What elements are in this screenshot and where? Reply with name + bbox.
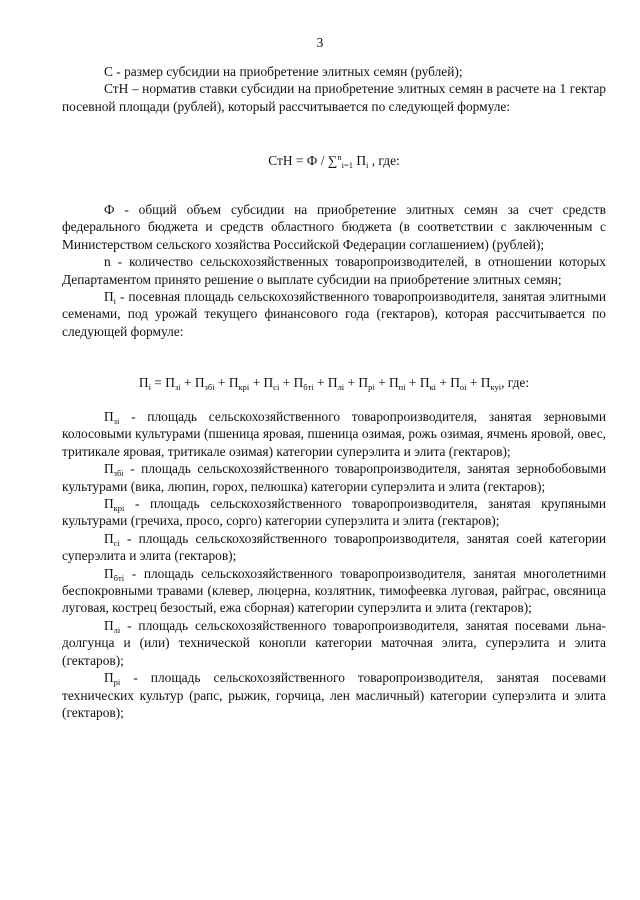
definition-paragraph: [62, 565, 606, 617]
plus-sign: +: [435, 375, 451, 390]
definition-n: [62, 253, 606, 288]
page-number: 3: [316, 35, 324, 50]
definition-symbol: П: [104, 565, 114, 581]
plus-sign: +: [313, 375, 328, 390]
sum-lower-limit: i=1: [341, 160, 353, 170]
definition-c: [62, 63, 606, 80]
definition-subscript: крi: [113, 503, 125, 514]
definition-text: - площадь сельскохозяйственного товаропроизводителя, занятая посевами льна-долгунца и (или) технической конопли категории маточная элита, суперэлита и элита (гектаров);: [62, 617, 606, 668]
plus-sign: +: [374, 375, 389, 390]
definition-subscript: бтi: [113, 572, 125, 583]
plus-sign: +: [214, 375, 229, 390]
sum-sign: ∑: [327, 153, 338, 168]
formula-pi-tail: , где:: [501, 375, 530, 390]
formula-pi-lhs: П: [138, 375, 149, 390]
definition-text: - площадь сельскохозяйственного товаропроизводителя, занятая посевами технических культур (рапс, рыжик, горчица, лен масличный) категории суперэлита и элита (гектаров);: [62, 670, 606, 720]
formula-term-sub: крi: [238, 382, 250, 392]
definition-subscript: i: [113, 296, 117, 307]
formula-stn-tail: , где:: [368, 153, 400, 168]
formula-term: П: [194, 375, 205, 390]
formula-stn-area-sub: i: [366, 160, 369, 170]
definition-text: - количество сельскохозяйственных товаропроизводителей, в отношении которых Департаментом принято решение о выплате субсидии на приобретение элитных семян;: [62, 254, 606, 287]
plus-sign: +: [279, 375, 294, 390]
plus-sign: +: [405, 375, 420, 390]
formula-term: П: [419, 375, 430, 390]
definition-f: [62, 201, 606, 253]
formula-term-sub: оi: [459, 382, 467, 392]
definition-text: - посевная площадь сельскохозяйственного товаропроизводителя, занятая элитными семенами, под урожай текущего финансового года (гектаров), которая рассчитывается по следующей формуле:: [62, 289, 606, 339]
formula-stn-area: П: [356, 153, 367, 168]
formula-term-sub: зi: [174, 382, 181, 392]
definition-text: - площадь сельскохозяйственного товаропроизводителя, занятая крупяными культурами (гречиха, просо, сорго) категории суперэлита и элита (гектаров);: [62, 496, 606, 529]
definition-text: – норматив ставки субсидии на приобретение элитных семян в расчете на 1 гектар посевной площади (рублей), который рассчитывается по следующей формуле:: [62, 81, 606, 114]
definition-text: - площадь сельскохозяйственного товаропроизводителя, занятая зернобобовыми культурами (вика, люпин, горох, пелюшка) категории суперэлита и элита (гектаров);: [62, 461, 606, 494]
definition-subscript: збi: [113, 468, 124, 479]
definition-symbol: П: [104, 461, 114, 477]
plus-sign: +: [180, 375, 195, 390]
formula-term-sub: бтi: [303, 382, 314, 392]
formula-stn: [62, 152, 606, 169]
formula-pi: [62, 374, 606, 391]
formula-term: П: [228, 375, 239, 390]
definitions-bottom: [62, 408, 606, 721]
definition-stn: [62, 80, 606, 115]
definition-paragraph: [62, 669, 606, 721]
definition-symbol: С: [104, 64, 113, 79]
formula-stn-lhs: СтН = Ф /: [268, 153, 328, 168]
formula-term: П: [293, 375, 304, 390]
definition-subscript: зi: [113, 416, 120, 426]
plus-sign: +: [466, 375, 481, 390]
definition-text: - общий объем субсидии на приобретение элитных семян за счет средств федерального бюджета и средств областного бюджета (в соответствии с заключенным с Министерством сельского хозяйства Российской Федерации соглашением) (рублей);: [62, 202, 606, 252]
definition-text: - площадь сельскохозяйственного товаропроизводителя, занятая соей категории суперэлита и элита (гектаров);: [62, 530, 606, 564]
formula-term-sub: сi: [273, 382, 280, 392]
definition-symbol: П: [104, 617, 114, 633]
formula-term-sub: збi: [204, 382, 215, 392]
definition-subscript: рi: [113, 677, 121, 688]
definition-paragraph: [62, 530, 606, 565]
definition-subscript: лi: [113, 624, 121, 635]
definition-paragraph: [62, 460, 606, 495]
definition-subscript: сi: [113, 537, 120, 548]
formula-term-sub: лi: [337, 382, 345, 392]
formula-term-sub: кi: [429, 382, 436, 392]
definition-symbol: Ф: [104, 202, 115, 217]
plus-sign: +: [249, 375, 264, 390]
formula-term-sub: куi: [490, 382, 502, 392]
definition-symbol: П: [104, 496, 114, 512]
definition-symbol: П: [104, 670, 114, 686]
definitions-middle: [62, 201, 606, 340]
formula-pi-lhs-sub: i: [148, 382, 151, 392]
formula-term: П: [480, 375, 491, 390]
formula-term: П: [263, 375, 274, 390]
formula-term: П: [388, 375, 399, 390]
definition-paragraph: [62, 617, 606, 669]
definition-text: - площадь сельскохозяйственного товаропроизводителя, занятая зерновыми колосовыми культурами (пшеница яровая, пшеница озимая, рожь озимая, ячмень яровой, овес, тритикале яровая, тритикале озимая) категории суперэлита и элита (гектаров);: [62, 409, 606, 459]
definition-paragraph: [62, 495, 606, 530]
formula-term-sub: рi: [368, 382, 375, 392]
definition-symbol: П: [104, 530, 114, 546]
equals-sign: =: [150, 375, 166, 390]
definition-pi: [62, 288, 606, 340]
plus-sign: +: [344, 375, 359, 390]
formula-term: П: [165, 375, 175, 390]
formula-term: П: [450, 375, 460, 390]
formula-term: П: [358, 375, 369, 390]
formula-term-sub: пi: [398, 382, 406, 392]
definition-text: - размер субсидии на приобретение элитных семян (рублей);: [112, 64, 463, 79]
formula-term: П: [327, 375, 338, 390]
sum-upper-limit: n: [337, 152, 342, 162]
definition-paragraph: [62, 408, 606, 460]
definition-symbol: П: [104, 289, 114, 305]
definition-symbol: СтН: [104, 81, 129, 97]
definition-symbol: П: [104, 409, 114, 424]
definition-symbol: n: [104, 254, 111, 270]
definition-text: - площадь сельскохозяйственного товаропроизводителя, занятая многолетними беспокровными травами (клевер, люцерна, козлятник, тимофеевка луговая, райграс, овсяница луговая, кострец безостый, ежа сборная) категории суперэлита и элита (гектаров);: [62, 565, 606, 616]
definitions-top: [62, 63, 606, 115]
